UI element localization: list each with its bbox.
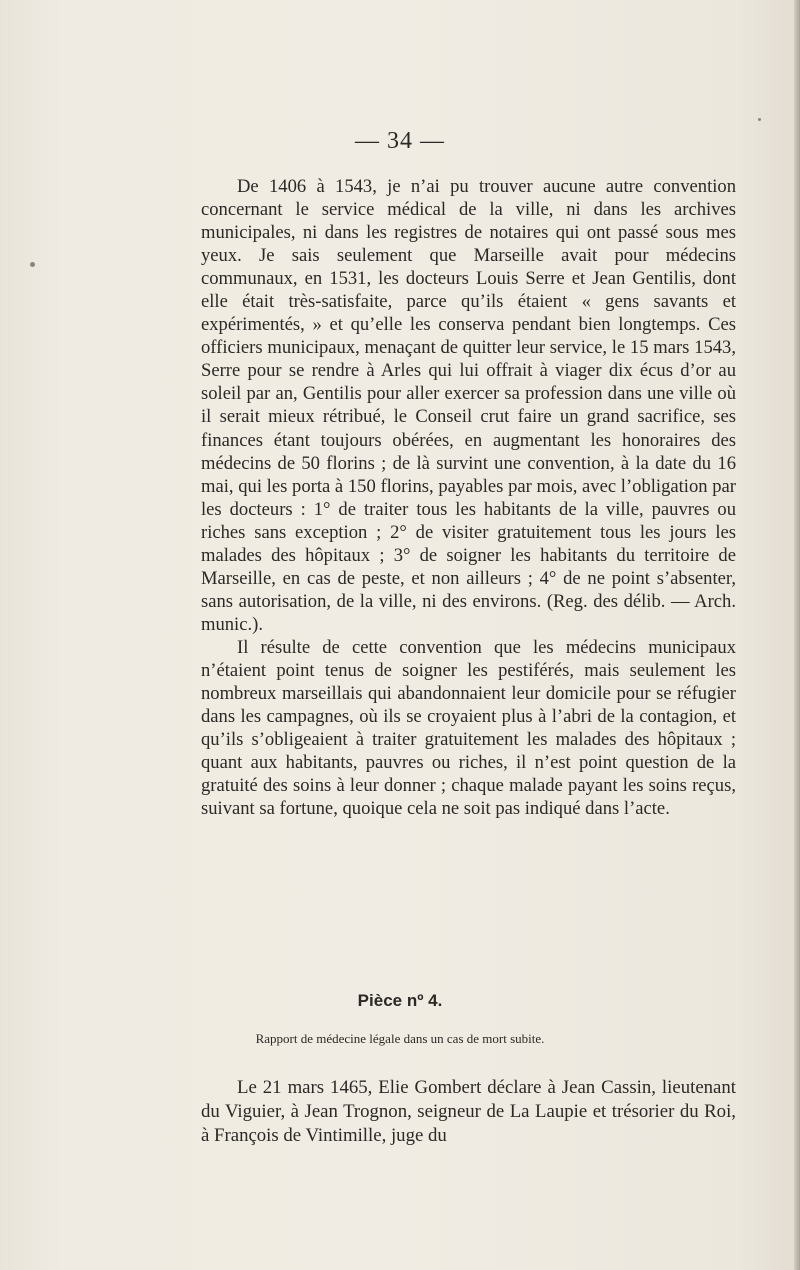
- main-text: [201, 175, 736, 820]
- page-edge-shadow: [794, 0, 800, 1270]
- page-number: — 34 —: [355, 128, 445, 154]
- paragraph-1: De 1406 à 1543, je n’ai pu trouver aucune autre convention concernant le service médical de la ville, ni dans les archives municipales, ni dans les registres de notaires qui ont passé sous mes yeux. Je sais seulement que Marseille avait pour médecins communaux, en 1531, les docteurs Louis Serre et Jean Gentilis, dont elle était très-satisfaite, parce qu’ils étaient « gens savants et expérimentés, » et qu’elle les conserva pendant bien longtemps. Ces officiers municipaux, menaçant de quitter leur service, le 15 mars 1543, Serre pour se rendre à Arles qui lui offrait à viager dix écus d’or au soleil par an, Gentilis pour aller exercer sa profession dans une ville où il serait mieux rétribué, le Conseil crut faire un grand sacrifice, ses finances étant toujours obérées, en augmentant les honoraires des médecins de 50 florins ; de là survint une convention, à la date du 16 mai, qui les porta à 150 florins, payables par mois, avec l’obligation par les docteurs : 1° de traiter tous les habitants de la ville, pauvres ou riches sans exception ; 2° de visiter gratuitement tous les jours les malades des hôpitaux ; 3° de soigner les habitants du territoire de Marseille, en cas de peste, et non ailleurs ; 4° de ne point s’absenter, sans autorisation, de la ville, ni des environs. (Reg. des délib. — Arch. munic.).: [201, 176, 736, 635]
- section-heading: Pièce nº 4.: [357, 991, 443, 1010]
- paragraph-2: Il résulte de cette convention que les médecins municipaux n’étaient point tenus de soigner les pestiférés, mais seulement les nombreux marseillais qui abandonnaient leur domicile pour se réfugier dans les campagnes, où ils se croyaient plus à l’abri de la contagion, et qu’ils s’obligeaient à traiter gratuitement les malades des hôpitaux ; quant aux habitants, pauvres ou riches, il n’est point question de la gratuité des soins à leur donner ; chaque malade payant les soins reçus, suivant sa fortune, quoique cela ne soit pas indiqué dans l’acte.: [201, 636, 736, 820]
- section-text: [201, 1076, 736, 1148]
- ink-speck: [758, 118, 761, 121]
- section-subheading: Rapport de médecine légale dans un cas de mort subite.: [255, 1031, 545, 1046]
- ink-speck: [30, 262, 35, 267]
- paragraph-3: Le 21 mars 1465, Elie Gombert déclare à Jean Cassin, lieutenant du Viguier, à Jean Trognon, seigneur de La Laupie et trésorier du Roi, à François de Vintimille, juge du: [201, 1077, 736, 1146]
